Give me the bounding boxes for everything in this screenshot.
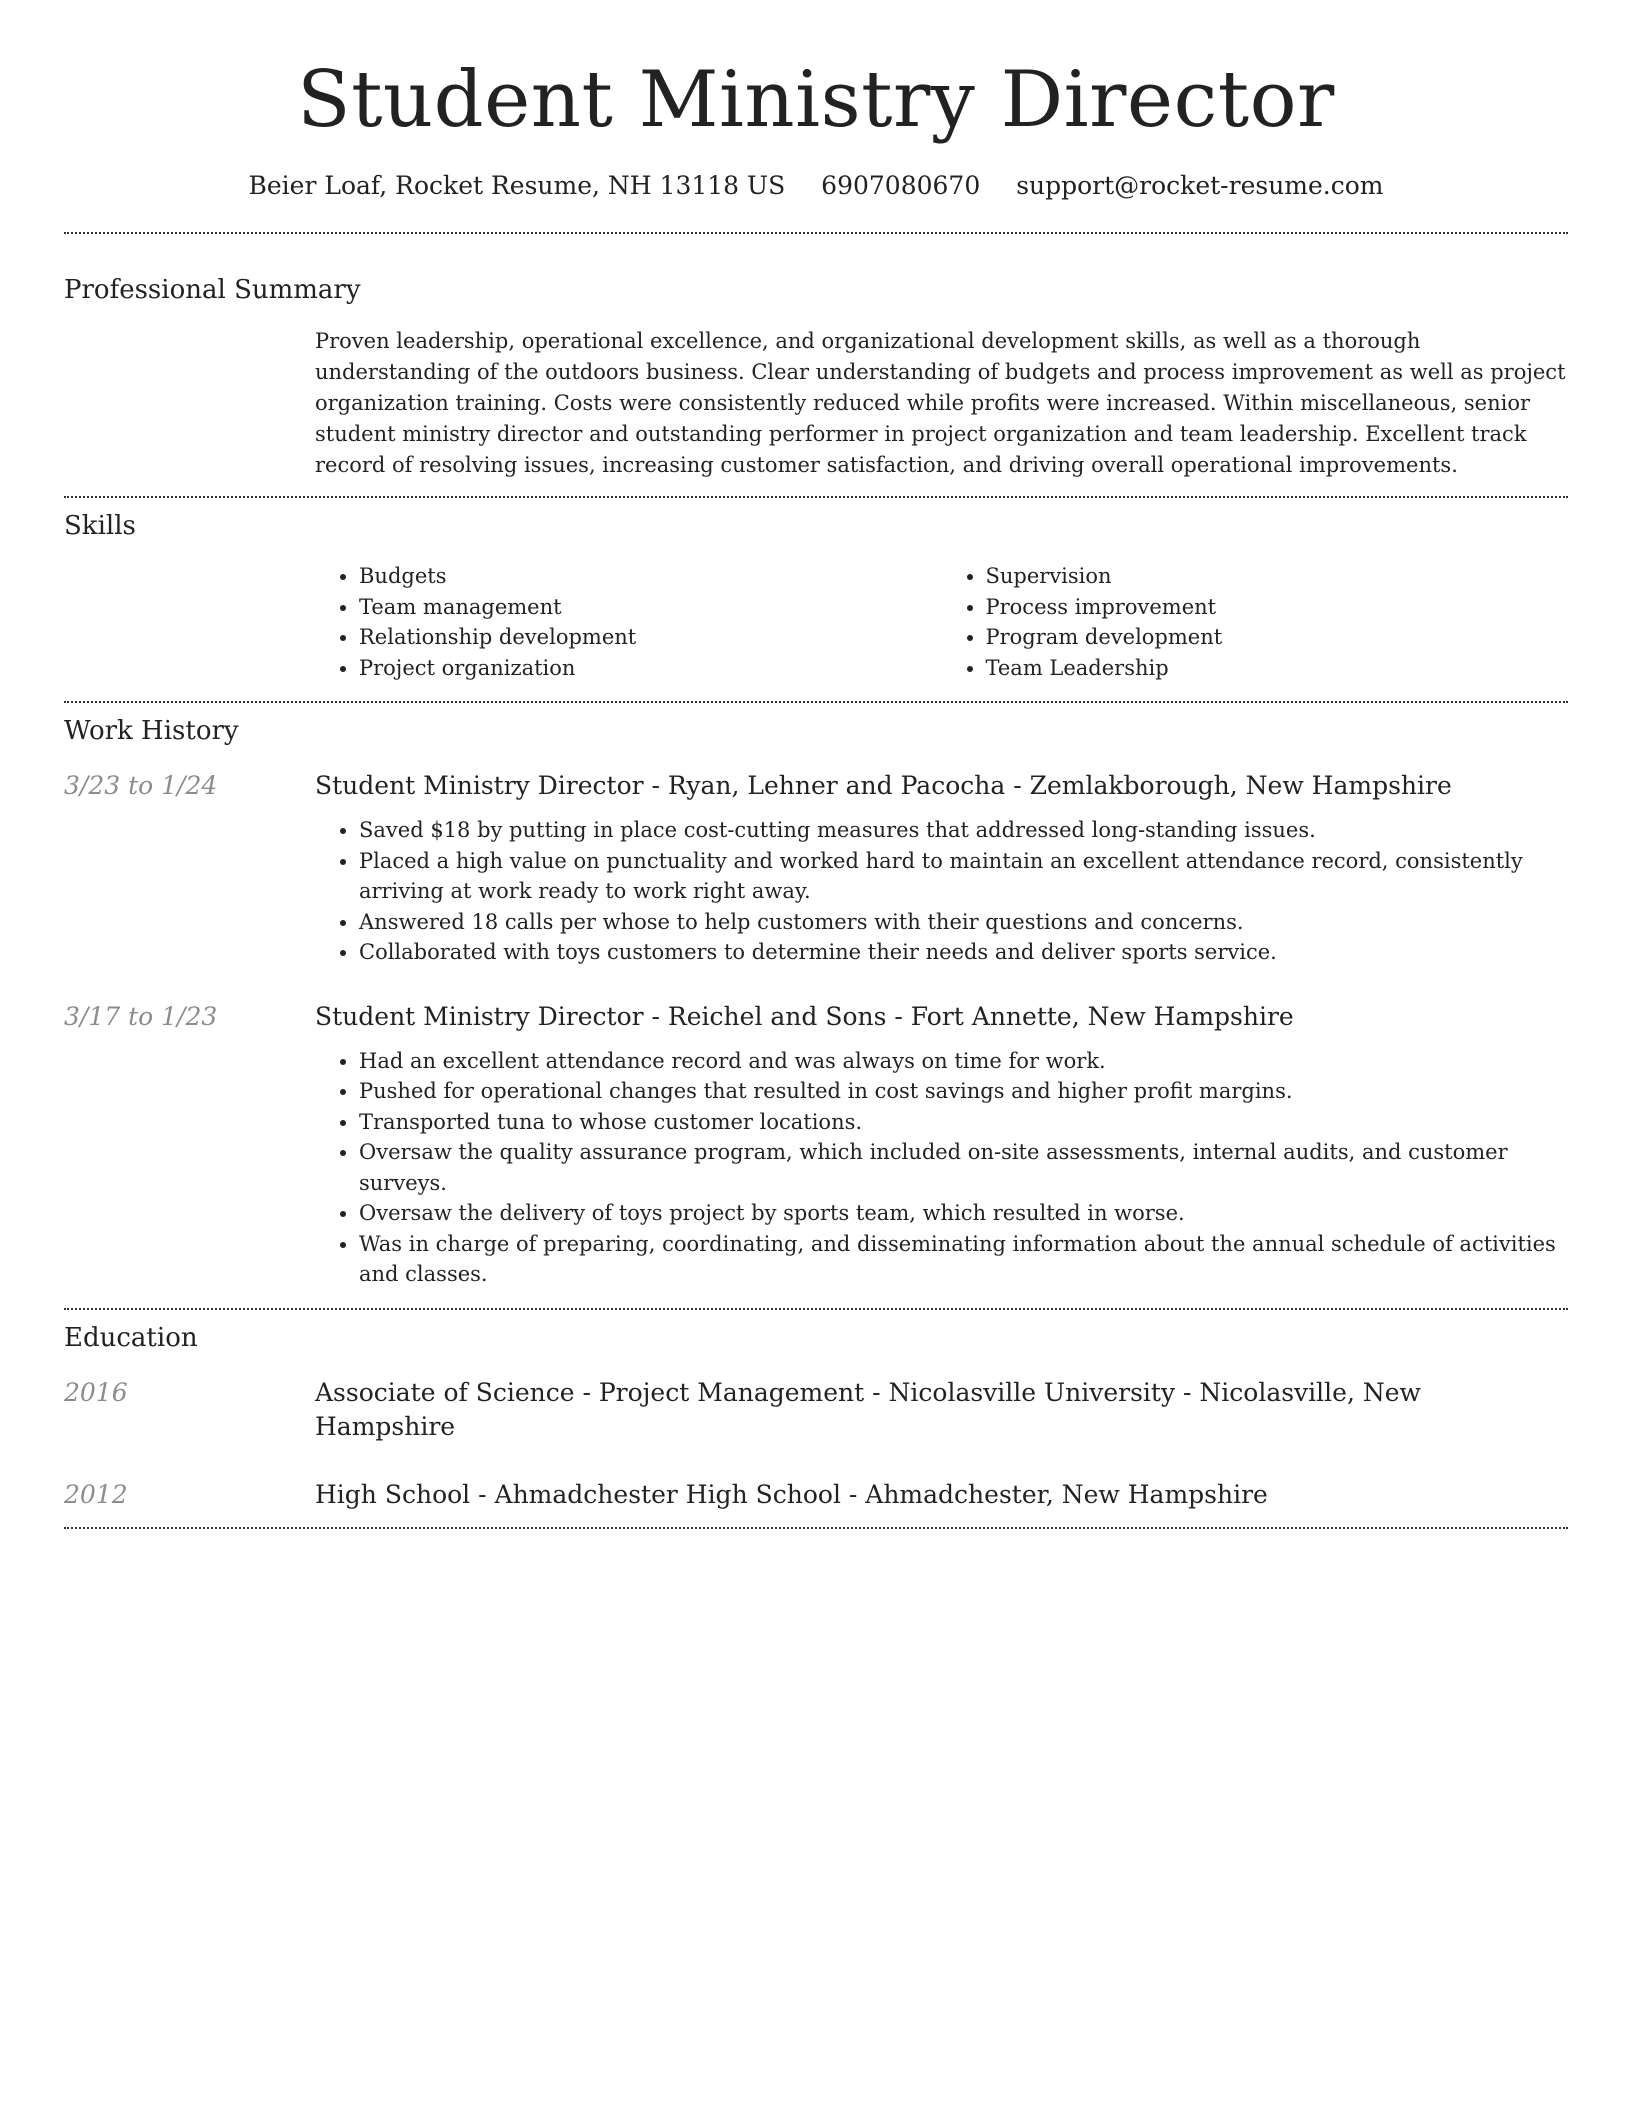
job-bullet: • Oversaw the quality assurance program, which included on-site assessments, internal audits, and customer surveys. xyxy=(359,1137,1568,1198)
candidate-name: Student Ministry Director xyxy=(297,55,1335,145)
summary-text: Proven leadership, operational excellence, and organizational development skills, as well as a thorough understanding of the outdoors business. Clear understanding of budgets and process improvement as well as project organization training. Costs were consistently reduced while profits were increased. Within miscellaneous, senior student ministry director and outstanding performer in project organization and team leadership. Excellent track record of resolving issues, increasing customer satisfaction, and driving overall operational improvements. xyxy=(315,329,1566,477)
section-title-summary: Professional Summary xyxy=(64,275,361,305)
skill-item: • Process improvement xyxy=(986,592,1569,623)
job-bullet: • Collaborated with toys customers to determine their needs and deliver sports service. xyxy=(359,937,1568,968)
skill-item: • Relationship development xyxy=(359,622,942,653)
job-bullet: • Saved $18 by putting in place cost-cutting measures that addressed long-standing issues. xyxy=(359,815,1568,846)
job-bullet: • Answered 18 calls per whose to help customers with their questions and concerns. xyxy=(359,907,1568,938)
job-title-line xyxy=(315,769,1568,803)
section-title-skills: Skills xyxy=(64,511,136,541)
section-skills xyxy=(64,498,1568,683)
skill-item: • Program development xyxy=(986,622,1569,653)
job-body xyxy=(315,1000,1568,1290)
education-entry xyxy=(64,1478,1568,1512)
skill-item: • Project organization xyxy=(359,653,942,684)
contact-phone: 6907080670 xyxy=(821,171,981,200)
job-body xyxy=(315,769,1568,968)
education-body xyxy=(315,1376,1568,1444)
section-title-work: Work History xyxy=(64,716,239,746)
job-title-line xyxy=(315,1000,1568,1034)
skills-list-right xyxy=(942,561,1569,683)
education-year: 2012 xyxy=(64,1479,128,1509)
contact-line xyxy=(64,168,1568,204)
job-bullet: • Oversaw the delivery of toys project by sports team, which resulted in worse. xyxy=(359,1198,1568,1229)
education-body xyxy=(315,1478,1568,1512)
skills-columns xyxy=(315,561,1568,683)
skill-item: • Budgets xyxy=(359,561,942,592)
summary-body xyxy=(315,326,1568,481)
job-role: Student Ministry Director xyxy=(315,1001,644,1031)
resume-header xyxy=(64,0,1568,204)
education-year: 2016 xyxy=(64,1377,128,1407)
summary-row xyxy=(64,326,1568,481)
summary-left-spacer xyxy=(64,326,315,481)
skills-list-left xyxy=(315,561,942,683)
contact-address: Beier Loaf, Rocket Resume, NH 13118 US xyxy=(248,171,786,200)
job-bullet: • Had an excellent attendance record and was always on time for work. xyxy=(359,1046,1568,1077)
skill-item: • Team management xyxy=(359,592,942,623)
skill-item: • Supervision xyxy=(986,561,1569,592)
education-line xyxy=(315,1376,1568,1444)
section-work-history xyxy=(64,703,1568,1290)
job-dates: 3/23 to 1/24 xyxy=(64,771,218,800)
skill-item: • Team Leadership xyxy=(986,653,1569,684)
contact-email: support@rocket-resume.com xyxy=(1016,171,1384,200)
job-entry xyxy=(64,769,1568,968)
job-entry xyxy=(64,1000,1568,1290)
job-bullets xyxy=(315,1046,1568,1290)
section-title-education: Education xyxy=(64,1322,198,1353)
education-degree: High School xyxy=(315,1479,471,1509)
education-entry xyxy=(64,1376,1568,1444)
job-employer: - Reichel and Sons - Fort Annette, New Hampshire xyxy=(643,1001,1294,1031)
section-summary xyxy=(64,234,1568,481)
education-school: - Ahmadchester High School - Ahmadchester, New Hampshire xyxy=(470,1479,1268,1509)
job-bullet: • Pushed for operational changes that resulted in cost savings and higher profit margins. xyxy=(359,1076,1568,1107)
job-bullet: • Placed a high value on punctuality and worked hard to maintain an excellent attendance record, consistently arriving at work ready to work right away. xyxy=(359,846,1568,907)
job-role: Student Ministry Director xyxy=(315,771,644,800)
education-degree: Associate of Science - Project Management xyxy=(315,1377,865,1407)
job-employer: - Ryan, Lehner and Pacocha - Zemlakborough, New Hampshire xyxy=(643,771,1452,800)
education-school: - Nicolasville University - Nicolasville, New Hampshire xyxy=(315,1377,1421,1441)
divider-education xyxy=(64,1527,1568,1529)
job-bullet: • Was in charge of preparing, coordinating, and disseminating information about the annual schedule of activities and classes. xyxy=(359,1229,1568,1290)
job-dates: 3/17 to 1/23 xyxy=(64,1001,218,1031)
job-bullet: • Transported tuna to whose customer locations. xyxy=(359,1107,1568,1138)
skills-left-spacer xyxy=(64,561,315,683)
section-education xyxy=(64,1310,1568,1512)
job-bullets xyxy=(315,815,1568,968)
education-line xyxy=(315,1478,1568,1512)
skills-row xyxy=(64,561,1568,683)
